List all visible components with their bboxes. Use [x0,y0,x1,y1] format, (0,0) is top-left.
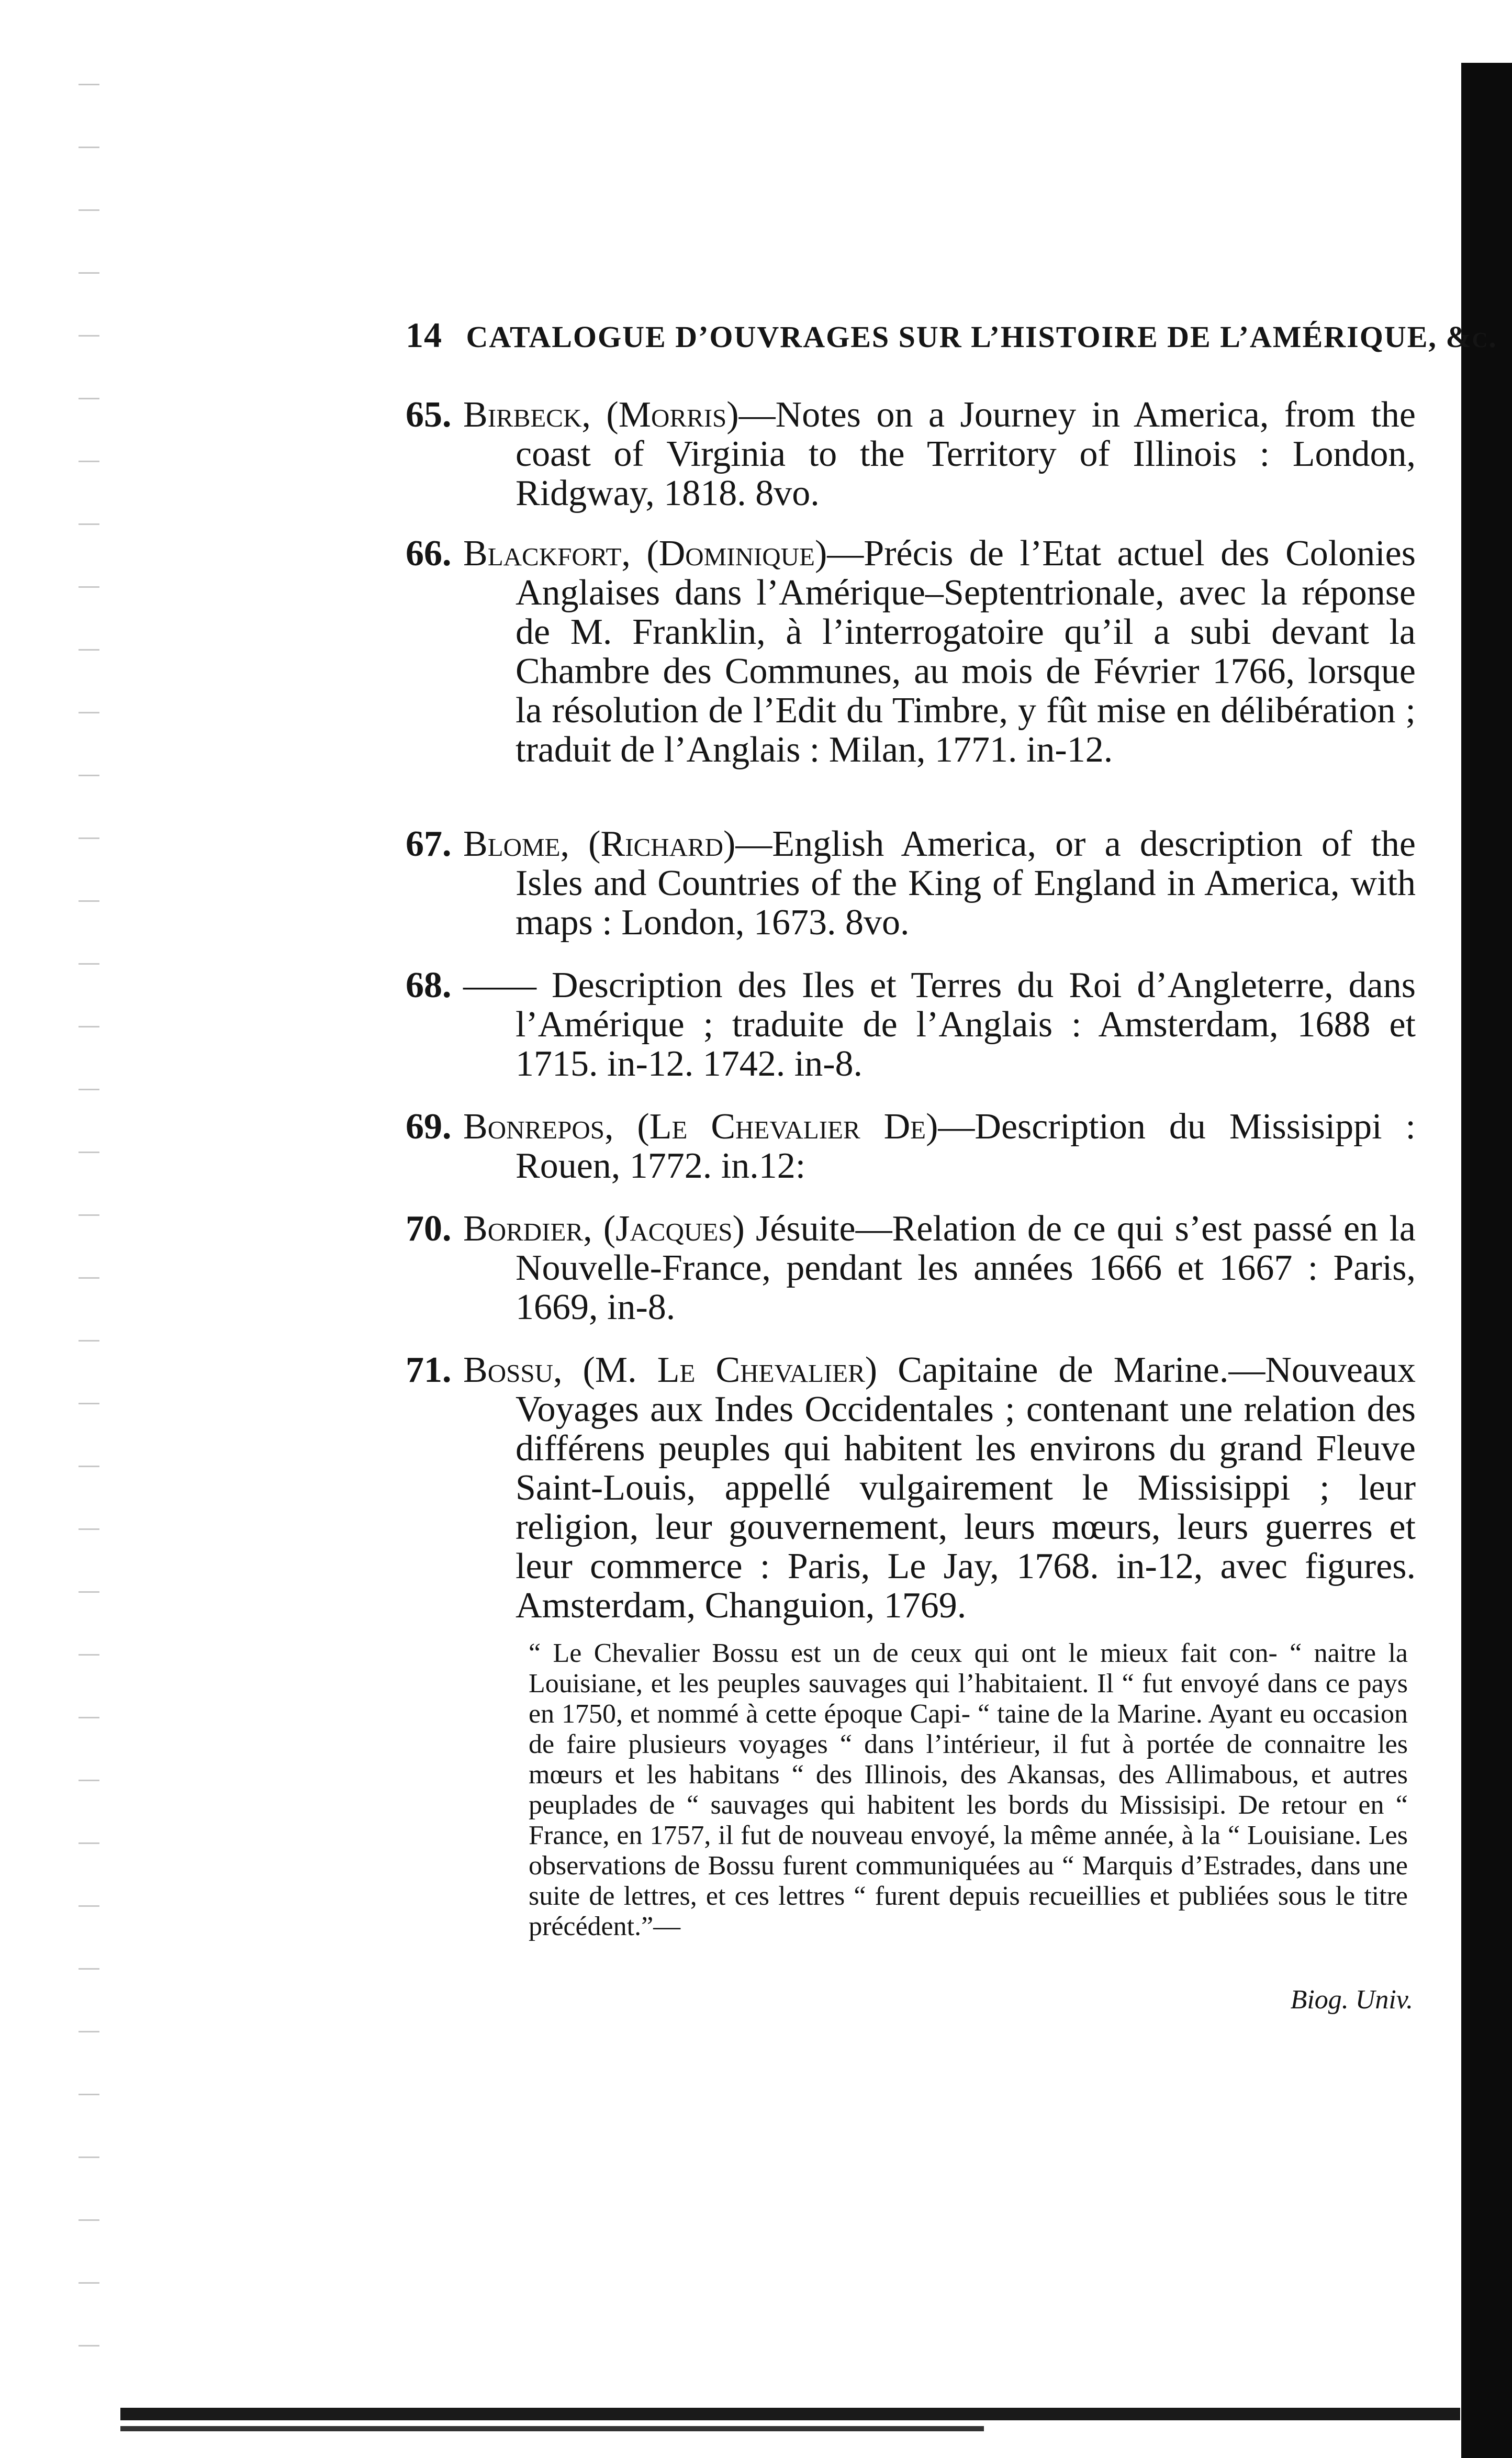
quote-attribution: Biog. Univ. [1290,1985,1413,2015]
entry-author: Bonrepos, (Le Chevalier De) [463,1107,938,1147]
entry-author: Bordier, (Jacques) [463,1209,745,1249]
catalogue-entry-65 [406,395,1416,513]
page-number: 14 [406,315,442,355]
catalogue-entry-70 [406,1209,1416,1327]
entry-number: 71. [406,1350,452,1390]
scan-margin-specks [79,63,99,2392]
page-edge-shadow [1461,63,1512,2458]
entry-text: Capitaine de Marine.—Nouveaux Voyages aux Indes Occidentales ; contenant une relation des différens peuples qui habitent les environs du grand Fleuve Saint-Louis, appellé vulgairement le Missisippi ; leur religion, leur gouvernement, leurs mœurs, leurs guerres et leur commerce : Paris, Le Jay, 1768. in-12, avec figures. Amsterdam, Changuion, 1769. [516,1350,1416,1626]
entry-text: Description des Iles et Terres du Roi d’Angleterre, dans l’Amérique ; traduite de l’Anglais : Amsterdam, 1688 et 1715. in-12. 1742. in-8. [516,965,1416,1084]
bottom-edge-rule [120,2408,1460,2420]
entry-author: Birbeck, (Morris) [463,395,739,435]
entry-number: 65. [406,395,452,435]
catalogue-entry-69 [406,1107,1416,1186]
entry-author: Bossu, (M. Le Chevalier) [463,1350,878,1390]
entry-text: —Précis de l’Etat actuel des Colonies Anglaises dans l’Amérique–Septentrionale, avec la réponse de M. Franklin, à l’interrogatoire qu’il a subi devant la Chambre des Communes, au mois de Février 1766, lorsque la résolution de l’Edit du Timbre, y fût mise en délibération ; traduit de l’Anglais : Milan, 1771. in-12. [516,533,1416,770]
bottom-edge-rule-secondary [120,2426,984,2431]
biographical-quote: “ Le Chevalier Bossu est un de ceux qui ont le mieux fait con- “ naitre la Louisiane, et les peuples sauvages qui l’habitaient. Il “ fut envoyé dans ce pays en 1750, et nommé à cette époque Capi- “ taine de la Marine. Ayant eu occasion de faire plusieurs voyages “ dans l’intérieur, il fut à portée de connaitre les mœurs et les habitans “ des Illinois, des Akansas, des Allimabous, et autres peuplades de “ sauvages qui habitent les bords du Missisipi. De retour en “ France, en 1757, il fut de nouveau envoyé, la même année, à la “ Louisiane. Les observations de Bossu furent communiquées au “ Marquis d’Estrades, dans une suite de lettres, et ces lettres “ furent depuis recueillies et publiées sous le titre précédent.”— [529,1638,1408,1941]
catalogue-entry-67 [406,824,1416,942]
entry-number: 70. [406,1209,452,1249]
entry-author: Blome, (Richard) [463,824,736,864]
catalogue-entry-66 [406,534,1416,769]
entry-author-dash: —— [463,965,536,1005]
entry-text: —English America, or a description of the Isles and Countries of the King of England in America, with maps : London, 1673. 8vo. [516,824,1416,943]
entry-number: 69. [406,1107,452,1147]
catalogue-entry-71 [406,1350,1416,1625]
catalogue-entry-68 [406,966,1416,1083]
entry-number: 66. [406,533,452,574]
entry-text: —Description du Missisippi : Rouen, 1772. in.12: [516,1107,1416,1186]
entry-number: 68. [406,965,452,1005]
entry-text: Jésuite—Relation de ce qui s’est passé en la Nouvelle-France, pendant les années 1666 et 1667 : Paris, 1669, in-8. [516,1209,1416,1327]
entry-author: Blackfort, (Dominique) [463,533,827,574]
entry-number: 67. [406,824,452,864]
running-header [406,314,1497,356]
running-title: CATALOGUE D’OUVRAGES SUR L’HISTOIRE DE L’AMÉRIQUE, &c. [466,320,1497,354]
entry-text: —Notes on a Journey in America, from the coast of Virginia to the Territory of Illinois : London, Ridgway, 1818. 8vo. [516,395,1416,513]
